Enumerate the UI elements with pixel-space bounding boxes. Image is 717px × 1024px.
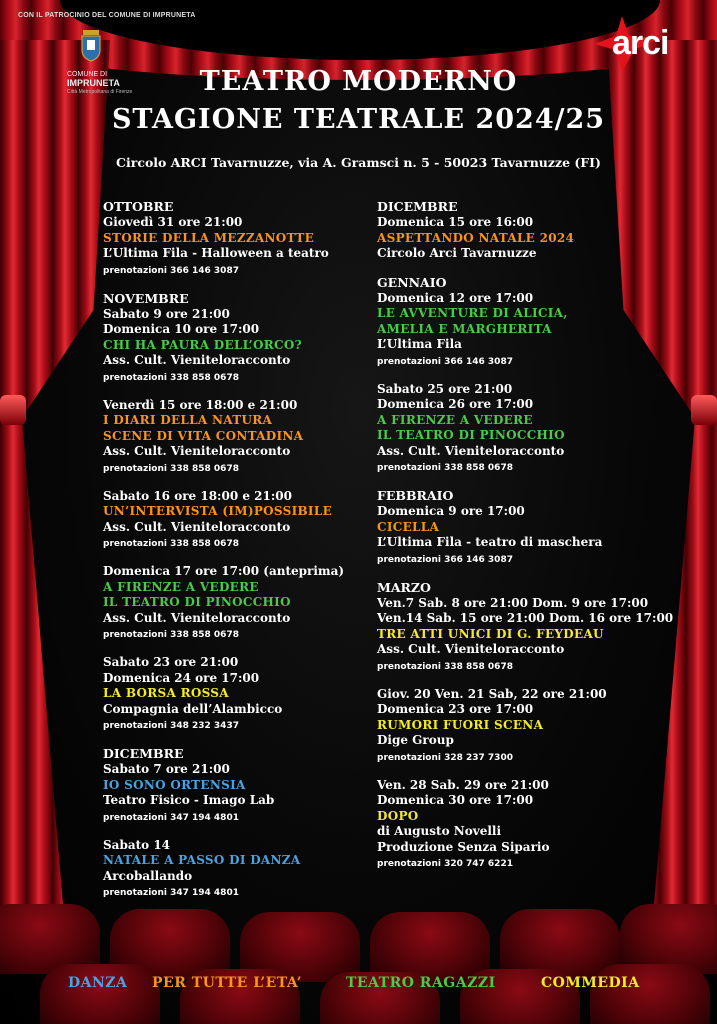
seat <box>40 964 160 1024</box>
event-company: Compagnia dell’Alambicco <box>103 701 283 716</box>
event-title: AMELIA E MARGHERITA <box>377 321 552 336</box>
event-title: LA BORSA ROSSA <box>103 686 229 700</box>
event-entry <box>103 489 368 552</box>
event-company: Ass. Cult. Vieniteloracconto <box>103 353 291 367</box>
event-company: Ass. Cult. Vieniteloracconto <box>103 444 291 458</box>
event-date: Giov. 20 Ven. 21 Sab, 22 ore 21:00 <box>377 686 607 701</box>
event-date: Domenica 23 ore 17:00 <box>377 702 534 716</box>
event-booking-phone: prenotazioni 338 858 0678 <box>103 463 239 474</box>
event-date: Ven. 28 Sab. 29 ore 21:00 <box>377 777 549 792</box>
legend-commedia: COMMEDIA <box>541 975 640 991</box>
event-title: IO SONO ORTENSIA <box>103 777 246 792</box>
event-date: Sabato 25 ore 21:00 <box>377 381 513 396</box>
event-date: Domenica 26 ore 17:00 <box>377 397 534 411</box>
month-heading: MARZO <box>377 579 431 595</box>
event-company: L’Ultima Fila - Halloween a teatro <box>103 246 329 260</box>
schedule-column-left <box>103 199 368 913</box>
event-title: TRE ATTI UNICI DI G. FEYDEAU <box>377 626 604 641</box>
event-booking-phone: prenotazioni 366 146 3087 <box>103 265 239 276</box>
event-date: Sabato 16 ore 18:00 e 21:00 <box>103 488 292 503</box>
event-title: IL TEATRO DI PINOCCHIO <box>377 428 565 442</box>
event-date: Domenica 17 ore 17:00 (anteprima) <box>103 564 345 578</box>
event-company: L’Ultima Fila <box>377 337 462 351</box>
event-company: Arcoballando <box>103 868 193 883</box>
event-entry <box>103 564 368 642</box>
comune-line2: IMPRUNETA <box>67 78 120 88</box>
event-entry <box>377 687 677 765</box>
event-booking-phone: prenotazioni 338 858 0678 <box>103 539 239 549</box>
event-entry <box>377 504 677 567</box>
arci-logo <box>592 14 702 74</box>
comune-crest-icon <box>80 28 102 62</box>
event-entry <box>103 655 368 733</box>
event-company: Teatro Fisico - Imago Lab <box>103 793 275 807</box>
event-date: Domenica 12 ore 17:00 <box>377 290 534 305</box>
event-date: Domenica 24 ore 17:00 <box>103 670 260 685</box>
event-company: Ass. Cult. Vieniteloracconto <box>377 443 565 458</box>
event-company: Dige Group <box>377 733 454 747</box>
event-title: A FIRENZE A VEDERE <box>377 412 533 427</box>
event-booking-phone: prenotazioni 320 747 6221 <box>377 859 513 869</box>
month-heading: FEBBRAIO <box>377 488 454 503</box>
event-title: SCENE DI VITA CONTADINA <box>103 428 304 443</box>
event-entry <box>103 307 368 385</box>
event-booking-phone: prenotazioni 338 858 0678 <box>377 661 513 672</box>
event-title: UN’INTERVISTA (IM)POSSIBILE <box>103 504 333 518</box>
event-date: Domenica 30 ore 17:00 <box>377 793 534 807</box>
event-date: Domenica 9 ore 17:00 <box>377 504 525 518</box>
comune-line1: COMUNE DI <box>67 71 108 78</box>
event-company: di Augusto Novelli <box>377 824 502 838</box>
event-entry <box>377 596 677 674</box>
event-booking-phone: prenotazioni 366 146 3087 <box>377 356 513 367</box>
event-company: Produzione Senza Sipario <box>377 839 550 854</box>
event-entry <box>103 398 368 476</box>
event-entry <box>377 778 677 872</box>
event-date: Giovedì 31 ore 21:00 <box>103 215 243 229</box>
event-booking-phone: prenotazioni 338 858 0678 <box>103 630 239 640</box>
event-entry <box>103 762 368 825</box>
month-heading: DICEMBRE <box>103 746 184 761</box>
event-booking-phone: prenotazioni 328 237 7300 <box>377 752 513 763</box>
event-entry <box>103 838 368 901</box>
event-company: Ass. Cult. Vieniteloracconto <box>103 610 291 625</box>
event-date: Domenica 10 ore 17:00 <box>103 322 260 336</box>
event-date: Sabato 14 <box>103 837 171 852</box>
comune-line3: Città Metropolitana di Firenze <box>67 89 133 95</box>
month-heading: DICEMBRE <box>377 199 458 214</box>
event-title: NATALE A PASSO DI DANZA <box>103 853 301 867</box>
event-title: LE AVVENTURE DI ALICIA, <box>377 306 568 320</box>
event-title: IL TEATRO DI PINOCCHIO <box>103 595 291 609</box>
event-entry <box>377 291 677 369</box>
month-heading: GENNAIO <box>377 274 447 290</box>
event-entry <box>103 215 368 278</box>
event-entry <box>377 215 677 262</box>
event-company: Circolo Arci Tavarnuzze <box>377 246 537 260</box>
event-booking-phone: prenotazioni 347 194 4801 <box>103 812 239 823</box>
right-curtain-tieback <box>691 395 717 425</box>
event-title: A FIRENZE A VEDERE <box>103 579 259 594</box>
month-heading: OTTOBRE <box>103 199 174 214</box>
event-date: Sabato 23 ore 21:00 <box>103 655 239 669</box>
event-booking-phone: prenotazioni 366 146 3087 <box>377 554 513 565</box>
event-booking-phone: prenotazioni 348 232 3437 <box>103 721 239 731</box>
event-title: CICELLA <box>377 519 440 534</box>
event-title: RUMORI FUORI SCENA <box>377 717 544 732</box>
seat <box>590 964 710 1024</box>
legend-danza: DANZA <box>68 975 128 991</box>
left-curtain <box>0 40 110 940</box>
event-booking-phone: prenotazioni 338 858 0678 <box>377 463 513 473</box>
legend-per-tutte: PER TUTTE L’ETA’ <box>152 975 302 991</box>
arci-wordmark: arci <box>612 24 669 62</box>
venue-address: Circolo ARCI Tavarnuzze, via A. Gramsci n. 5 - 50023 Tavarnuzze (FI) <box>116 155 601 170</box>
event-date: Sabato 9 ore 21:00 <box>103 306 230 321</box>
legend-teatro-ragazzi: TEATRO RAGAZZI <box>346 975 496 991</box>
theatre-seats <box>0 904 717 1024</box>
event-entry <box>377 382 677 476</box>
event-company: L’Ultima Fila - teatro di maschera <box>377 535 603 549</box>
event-title: DOPO <box>377 808 419 823</box>
event-date: Ven.14 Sab. 15 ore 21:00 Dom. 16 ore 17:00 <box>377 611 674 625</box>
event-date: Ven.7 Sab. 8 ore 21:00 Dom. 9 ore 17:00 <box>377 595 649 610</box>
event-company: Ass. Cult. Vieniteloracconto <box>377 642 565 656</box>
event-date: Domenica 15 ore 16:00 <box>377 215 534 229</box>
left-curtain-tieback <box>0 395 26 425</box>
poster-subtitle: STAGIONE TEATRALE 2024/25 <box>111 104 606 135</box>
month-heading: NOVEMBRE <box>103 290 189 306</box>
event-title: STORIE DELLA MEZZANOTTE <box>103 230 315 245</box>
event-title: CHI HA PAURA DELL’ORCO? <box>103 337 302 352</box>
event-date: Venerdì 15 ore 18:00 e 21:00 <box>103 397 298 412</box>
poster-title: TEATRO MODERNO <box>199 66 518 97</box>
event-title: ASPETTANDO NATALE 2024 <box>377 230 575 245</box>
schedule-column-right <box>377 199 677 884</box>
event-booking-phone: prenotazioni 338 858 0678 <box>103 372 239 383</box>
patronage-text: CON IL PATROCINIO DEL COMUNE DI IMPRUNETA <box>18 12 196 19</box>
event-company: Ass. Cult. Vieniteloracconto <box>103 519 291 534</box>
event-booking-phone: prenotazioni 347 194 4801 <box>103 888 239 898</box>
event-title: I DIARI DELLA NATURA <box>103 413 273 427</box>
event-date: Sabato 7 ore 21:00 <box>103 762 230 776</box>
